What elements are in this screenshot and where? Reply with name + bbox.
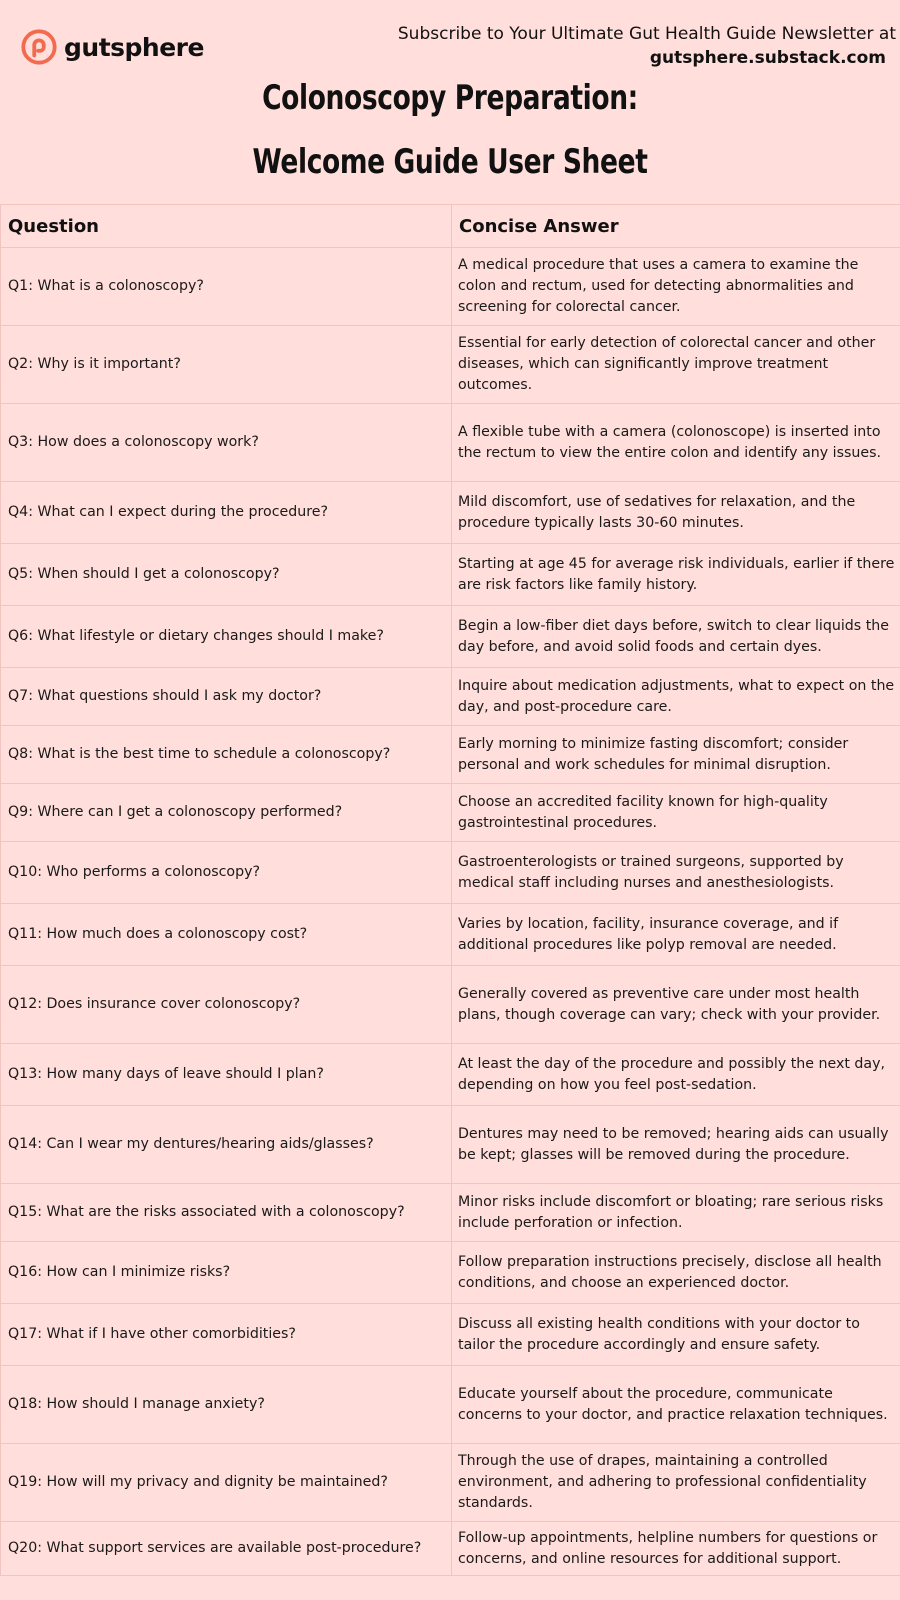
answer-cell: Through the use of drapes, maintaining a controlled environment, and adhering to professional confidentiality standards. bbox=[452, 1444, 900, 1522]
table-row bbox=[1, 1304, 900, 1366]
table-row bbox=[1, 726, 900, 784]
subscribe-note bbox=[398, 22, 896, 70]
table-row bbox=[1, 248, 900, 326]
answer-cell: Educate yourself about the procedure, communicate concerns to your doctor, and practice relaxation techniques. bbox=[452, 1366, 900, 1444]
question-cell: Q18: How should I manage anxiety? bbox=[1, 1366, 452, 1444]
table-row bbox=[1, 784, 900, 842]
brand-logo bbox=[20, 28, 204, 66]
column-header-question: Question bbox=[1, 205, 452, 248]
answer-cell: Varies by location, facility, insurance coverage, and if additional procedures like polyp removal are needed. bbox=[452, 904, 900, 966]
question-cell: Q15: What are the risks associated with a colonoscopy? bbox=[1, 1184, 452, 1242]
table-row bbox=[1, 1522, 900, 1576]
question-cell: Q2: Why is it important? bbox=[1, 326, 452, 404]
answer-cell: Minor risks include discomfort or bloating; rare serious risks include perforation or infection. bbox=[452, 1184, 900, 1242]
table-body bbox=[1, 248, 900, 1576]
question-cell: Q20: What support services are available post-procedure? bbox=[1, 1522, 452, 1576]
answer-cell: Gastroenterologists or trained surgeons, supported by medical staff including nurses and anesthesiologists. bbox=[452, 842, 900, 904]
answer-cell: Essential for early detection of colorectal cancer and other diseases, which can significantly improve treatment outcomes. bbox=[452, 326, 900, 404]
question-cell: Q10: Who performs a colonoscopy? bbox=[1, 842, 452, 904]
answer-cell: At least the day of the procedure and possibly the next day, depending on how you feel post-sedation. bbox=[452, 1044, 900, 1106]
question-cell: Q19: How will my privacy and dignity be maintained? bbox=[1, 1444, 452, 1522]
table-header-row bbox=[1, 205, 900, 248]
question-cell: Q5: When should I get a colonoscopy? bbox=[1, 544, 452, 606]
question-cell: Q12: Does insurance cover colonoscopy? bbox=[1, 966, 452, 1044]
table-row bbox=[1, 482, 900, 544]
qa-table bbox=[0, 204, 900, 1576]
question-cell: Q6: What lifestyle or dietary changes should I make? bbox=[1, 606, 452, 668]
subscribe-text: Subscribe to Your Ultimate Gut Health Guide Newsletter at bbox=[397, 24, 896, 44]
question-cell: Q9: Where can I get a colonoscopy performed? bbox=[1, 784, 452, 842]
answer-cell: Follow-up appointments, helpline numbers for questions or concerns, and online resources for additional support. bbox=[452, 1522, 900, 1576]
table-row bbox=[1, 544, 900, 606]
answer-cell: A flexible tube with a camera (colonoscope) is inserted into the rectum to view the entire colon and identify any issues. bbox=[452, 404, 900, 482]
page-title-line-2: Welcome Guide User Sheet bbox=[252, 142, 648, 182]
table-row bbox=[1, 1044, 900, 1106]
question-cell: Q4: What can I expect during the procedure? bbox=[1, 482, 452, 544]
table-row bbox=[1, 842, 900, 904]
table-row bbox=[1, 1366, 900, 1444]
table-row bbox=[1, 404, 900, 482]
table-row bbox=[1, 966, 900, 1044]
page-title-line-1: Colonoscopy Preparation: bbox=[262, 78, 638, 118]
answer-cell: Generally covered as preventive care under most health plans, though coverage can vary; check with your provider. bbox=[452, 966, 900, 1044]
table-row bbox=[1, 606, 900, 668]
answer-cell: Discuss all existing health conditions with your doctor to tailor the procedure accordingly and ensure safety. bbox=[452, 1304, 900, 1366]
question-cell: Q7: What questions should I ask my doctor? bbox=[1, 668, 452, 726]
answer-cell: A medical procedure that uses a camera to examine the colon and rectum, used for detecting abnormalities and screening for colorectal cancer. bbox=[452, 248, 900, 326]
question-cell: Q16: How can I minimize risks? bbox=[1, 1242, 452, 1304]
table-row bbox=[1, 904, 900, 966]
answer-cell: Dentures may need to be removed; hearing aids can usually be kept; glasses will be removed during the procedure. bbox=[452, 1106, 900, 1184]
gutsphere-logo-icon bbox=[20, 28, 58, 66]
table-row bbox=[1, 1184, 900, 1242]
page-header bbox=[0, 0, 900, 200]
question-cell: Q8: What is the best time to schedule a colonoscopy? bbox=[1, 726, 452, 784]
answer-cell: Begin a low-fiber diet days before, switch to clear liquids the day before, and avoid solid foods and certain dyes. bbox=[452, 606, 900, 668]
question-cell: Q14: Can I wear my dentures/hearing aids/glasses? bbox=[1, 1106, 452, 1184]
question-cell: Q17: What if I have other comorbidities? bbox=[1, 1304, 452, 1366]
question-cell: Q13: How many days of leave should I plan? bbox=[1, 1044, 452, 1106]
brand-name: gutsphere bbox=[64, 32, 204, 62]
answer-cell: Choose an accredited facility known for high-quality gastrointestinal procedures. bbox=[452, 784, 900, 842]
question-cell: Q3: How does a colonoscopy work? bbox=[1, 404, 452, 482]
table-row bbox=[1, 326, 900, 404]
question-cell: Q1: What is a colonoscopy? bbox=[1, 248, 452, 326]
answer-cell: Inquire about medication adjustments, what to expect on the day, and post-procedure care. bbox=[452, 668, 900, 726]
table-row bbox=[1, 1444, 900, 1522]
newsletter-link[interactable]: gutsphere.substack.com bbox=[649, 48, 886, 68]
question-cell: Q11: How much does a colonoscopy cost? bbox=[1, 904, 452, 966]
column-header-answer: Concise Answer bbox=[452, 205, 900, 248]
table-row bbox=[1, 1106, 900, 1184]
answer-cell: Starting at age 45 for average risk individuals, earlier if there are risk factors like family history. bbox=[452, 544, 900, 606]
table-row bbox=[1, 1242, 900, 1304]
table-row bbox=[1, 668, 900, 726]
answer-cell: Follow preparation instructions precisely, disclose all health conditions, and choose an experienced doctor. bbox=[452, 1242, 900, 1304]
answer-cell: Early morning to minimize fasting discomfort; consider personal and work schedules for minimal disruption. bbox=[452, 726, 900, 784]
answer-cell: Mild discomfort, use of sedatives for relaxation, and the procedure typically lasts 30-60 minutes. bbox=[452, 482, 900, 544]
